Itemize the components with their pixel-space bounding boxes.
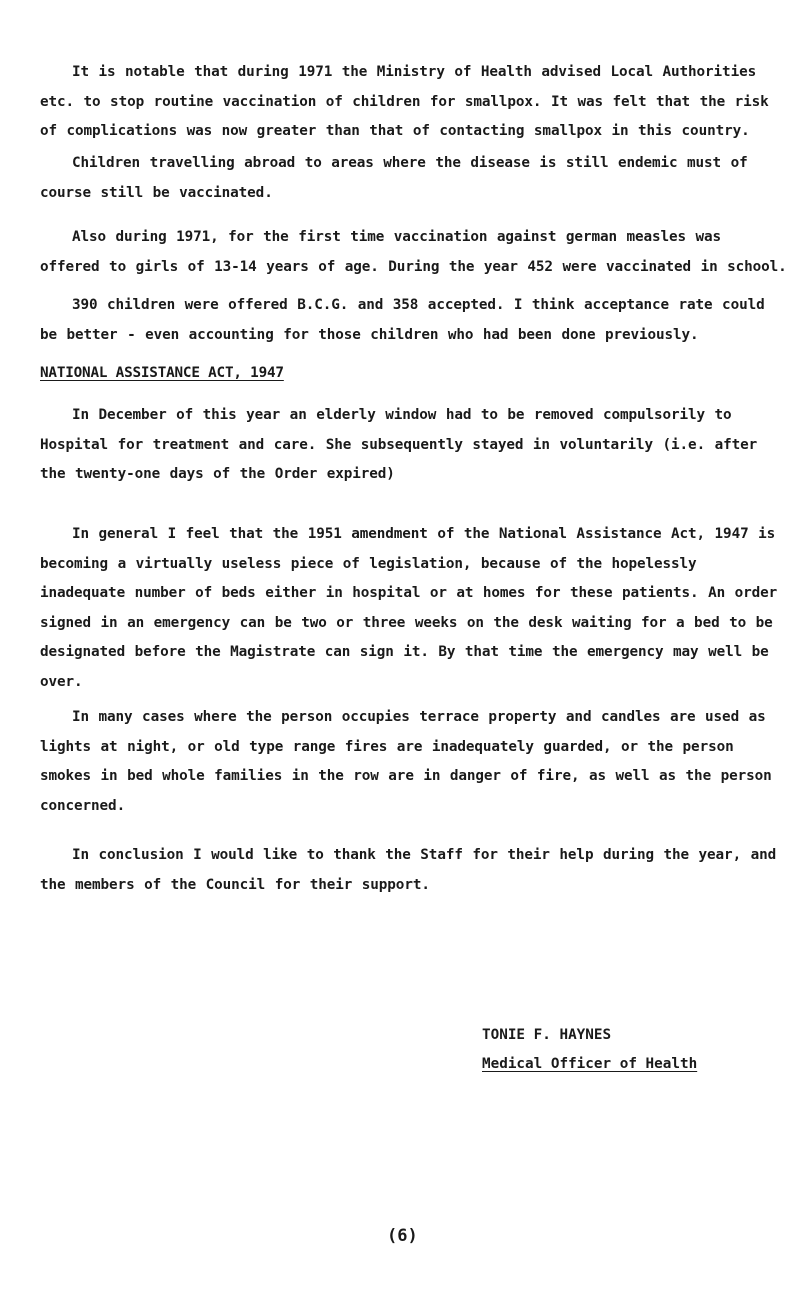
paragraph-conclusion: In conclusion I would like to thank the Staff for their help during the year, and the members of the Council for their support. <box>40 847 777 893</box>
paragraph-fire-risk: In many cases where the person occupies terrace property and candles are used as lights at night, or old type range fires are inadequately guarded, or the person smokes in bed whole families in the row are in danger of fire, as well as the person concerned. <box>40 709 772 814</box>
paragraph-elderly-widow: In December of this year an elderly window had to be removed compulsorily to Hospital for treatment and care. She subsequently stayed in voluntarily (i.e. after the twenty-one days of the Order expired) <box>40 407 758 482</box>
paragraph-amendment: In general I feel that the 1951 amendment of the National Assistance Act, 1947 is becoming a virtually useless piece of legislation, because of the hopelessly inadequate number of beds either in hospital or at homes for these patients. An order signed in an emergency can be two or three weeks on the desk waiting for a bed to be designated before the Magistrate can sign it. By that time the emergency may well be over. <box>40 526 778 690</box>
paragraph-smallpox: It is notable that during 1971 the Ministry of Health advised Local Authorities etc. to stop routine vaccination of children for smallpox. It was felt that the risk of complications was now greater than that of contacting smallpox in this country. <box>40 64 769 139</box>
paragraph-travelling-abroad: Children travelling abroad to areas where the disease is still endemic must of course still be vaccinated. <box>40 155 748 201</box>
section-heading: NATIONAL ASSISTANCE ACT, 1947 <box>40 365 284 381</box>
page-number: (6) <box>387 1226 418 1246</box>
signature-block <box>482 1021 697 1079</box>
signature-title: Medical Officer of Health <box>482 1056 698 1072</box>
paragraph-bcg: 390 children were offered B.C.G. and 358 accepted. I think acceptance rate could be better - even accounting for those children who had been done previously. <box>40 297 765 343</box>
paragraph-german-measles: Also during 1971, for the first time vaccination against german measles was offered to girls of 13-14 years of age. During the year 452 were vaccinated in school. <box>40 229 787 275</box>
signature-name: TONIE F. HAYNES <box>482 1027 612 1043</box>
